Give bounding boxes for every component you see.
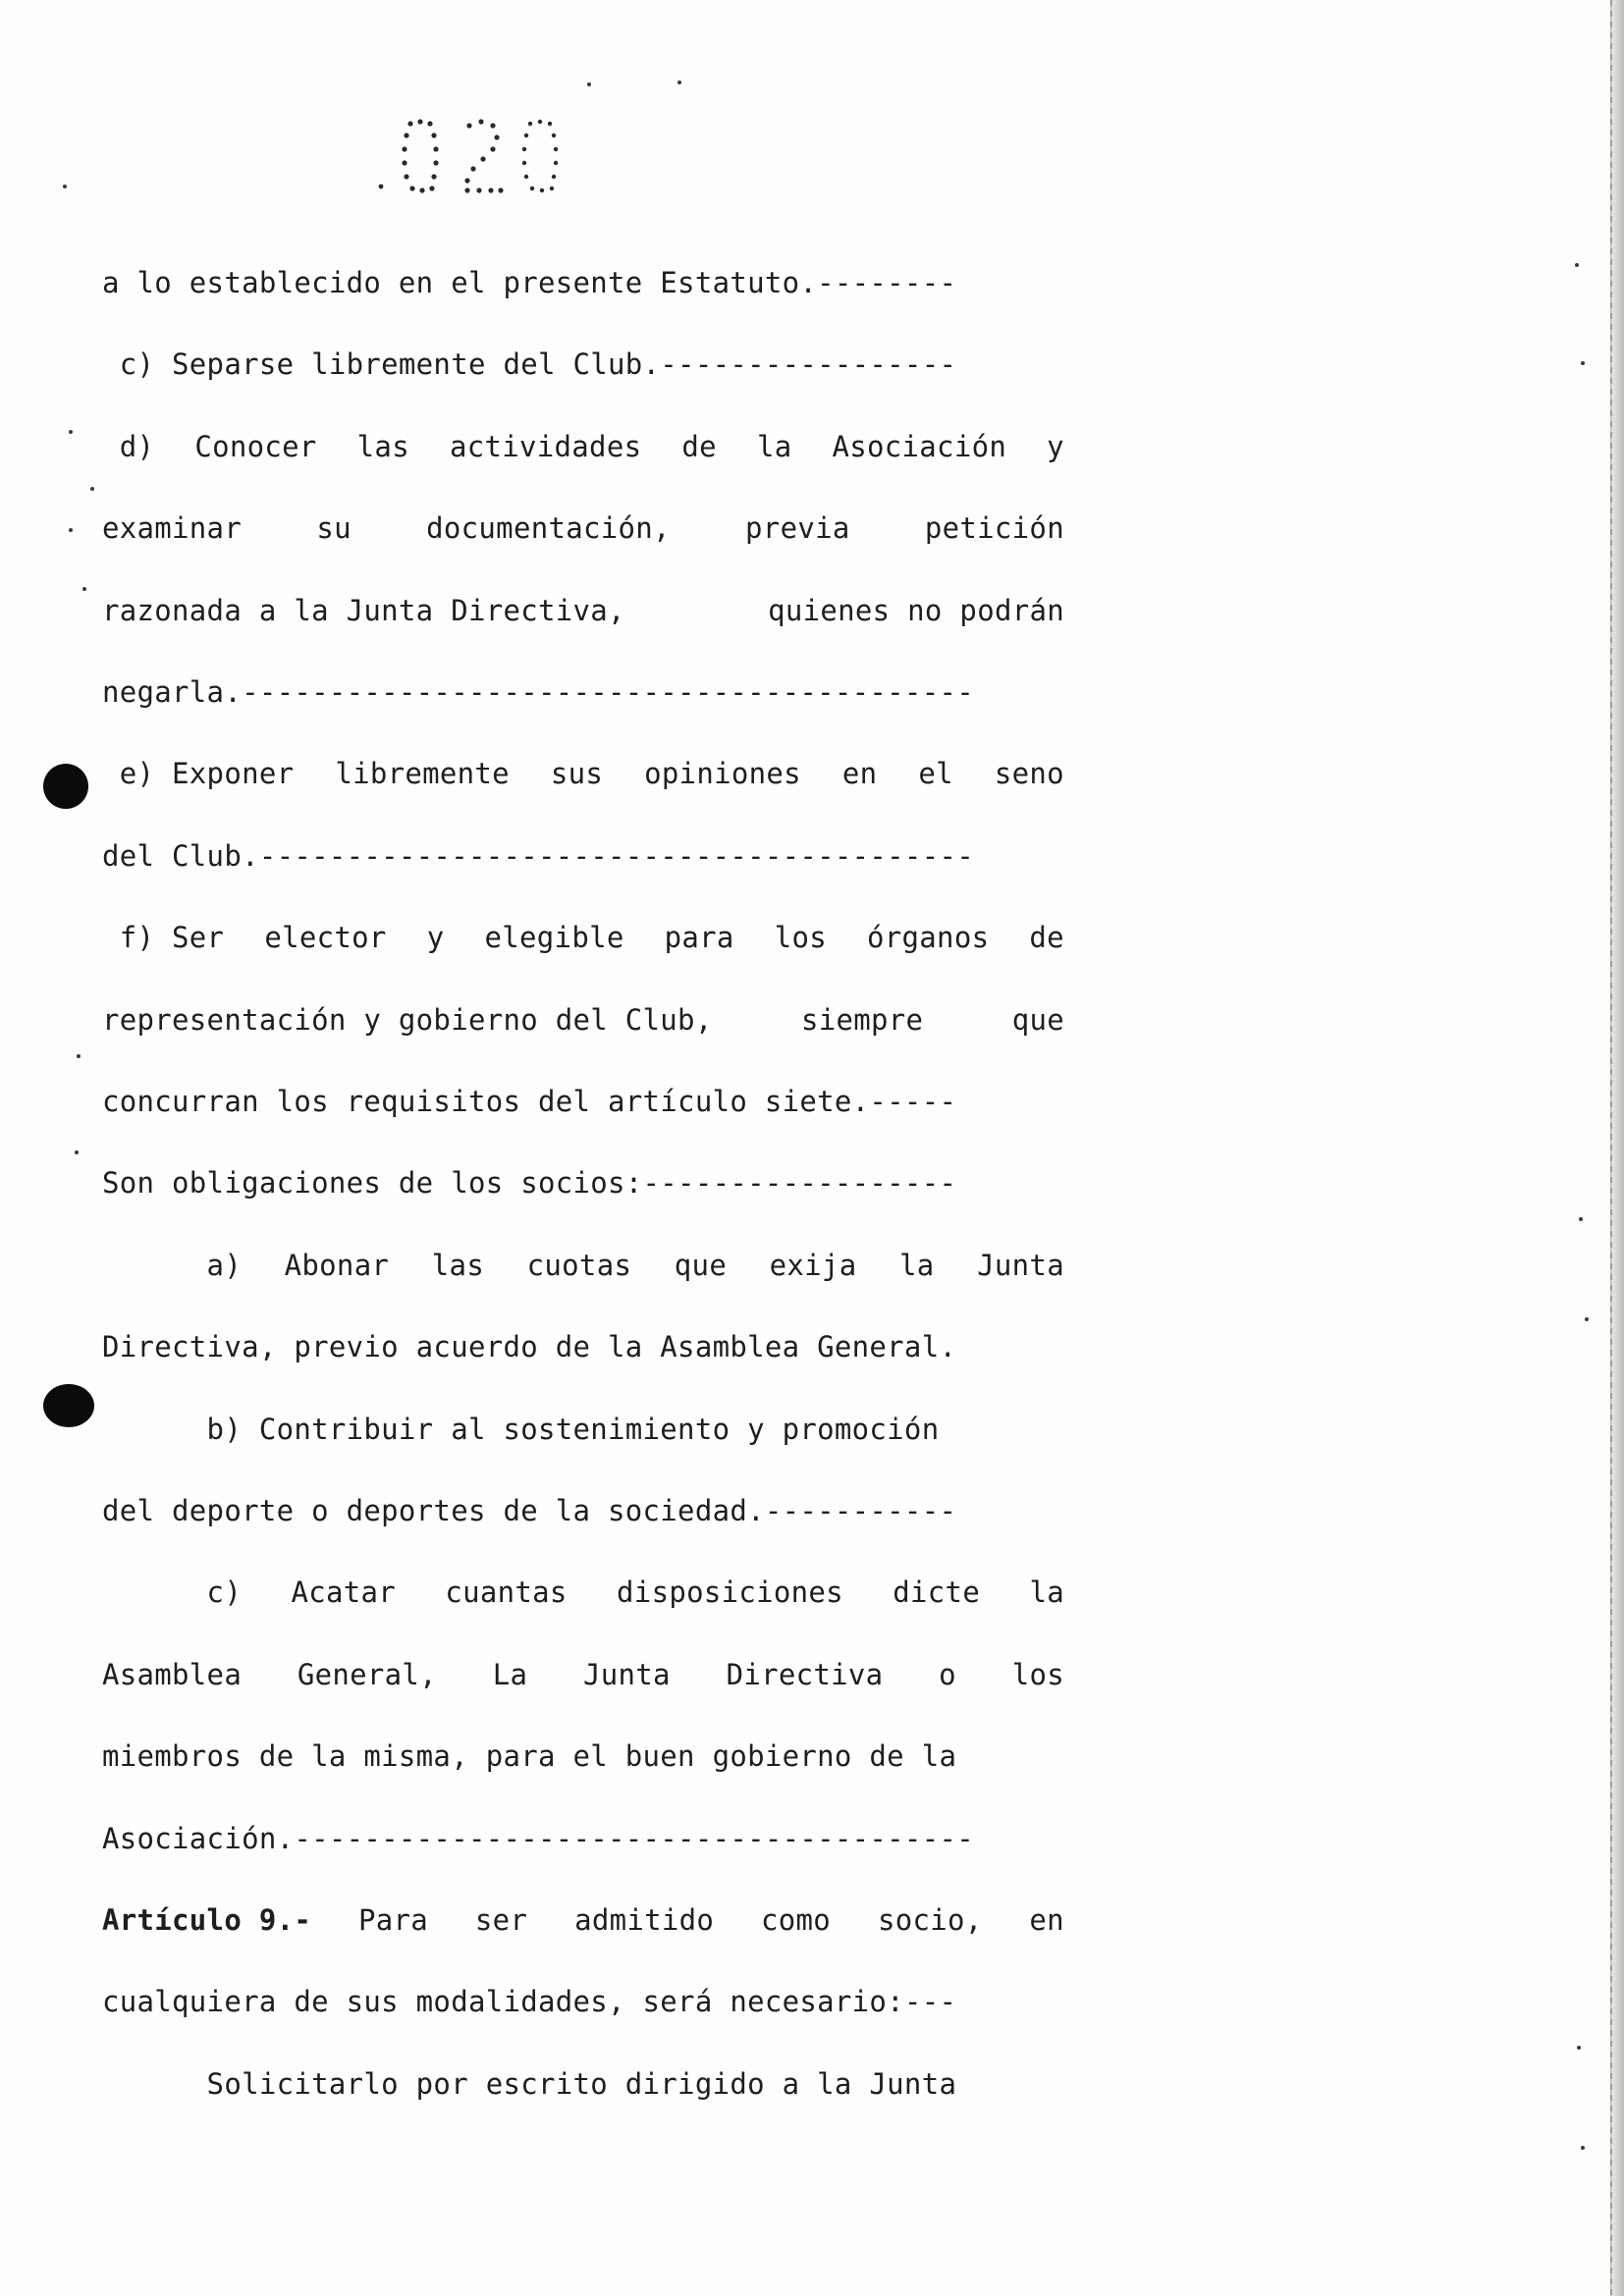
stamp-dot [490,123,495,128]
text-segment: órganos [867,921,990,954]
text-segment: Para [358,1903,429,1937]
stamp-dot [464,178,469,183]
text-segment: o [939,1658,956,1691]
text-segment: petición [924,511,1064,545]
text-line [102,1410,1064,1449]
scan-edge-line [1610,0,1612,2296]
text-line [102,836,1064,876]
stamp-dot [498,187,503,192]
text-segment: Conocer [194,430,317,463]
scan-speck [75,1150,79,1154]
stamp-dot [528,122,532,126]
text-segment: cualquiera de sus modalidades, será necesario:--- [102,1985,957,2018]
stamp-dot [530,187,534,190]
stamp-dot [429,186,434,190]
text-line [102,1491,1064,1530]
stamp-dot [404,174,408,179]
text-segment: exija [769,1249,857,1282]
text-segment: las [356,430,409,463]
text-segment: admitido [574,1903,715,1937]
scan-speck [1581,361,1585,365]
text-segment: Asamblea [102,1658,243,1691]
text-segment: General, [297,1658,437,1691]
text-segment: examinar [102,511,243,545]
stamp-dot [540,188,544,192]
stamp-dot [554,147,558,151]
text-line [102,1327,1064,1366]
text-segment: f) Ser [102,921,225,954]
stamp-dot [431,174,436,179]
text-segment: seno [994,757,1064,790]
text-segment: su [316,511,352,545]
text-segment: la [1029,1575,1064,1609]
text-segment: a lo establecido en el presente Estatuto.-------- [102,266,957,299]
text-segment: del Club.----------------------------------------- [102,839,974,873]
text-line [102,1573,1064,1612]
text-segment: c) [102,1575,243,1609]
stamp-dot [409,186,414,190]
text-segment: elector [264,921,387,954]
text-segment: siempre [800,1003,924,1037]
text-segment: concurran los requisitos del artículo siete.----- [102,1085,957,1118]
text-segment: los [1011,1658,1064,1691]
scan-edge-shadow [1610,0,1624,2296]
text-segment: disposiciones [617,1575,843,1609]
text-segment: b) Contribuir al sostenimiento y promoción [102,1413,940,1446]
text-segment: como [761,1903,832,1937]
stamp-dot [524,175,528,179]
text-segment: actividades [449,430,642,463]
text-segment: en [1029,1903,1064,1937]
scan-speck [69,528,73,532]
text-segment: para [664,921,734,954]
text-segment: dicte [893,1575,981,1609]
article-heading: Artículo 9.- [102,1903,312,1937]
scan-speck [677,80,681,84]
stamp-dot [433,146,438,151]
stamp-dot [464,187,469,192]
text-line [102,1246,1064,1285]
text-segment: Directiva, previo acuerdo de la Asamblea General. [102,1330,957,1363]
text-segment: las [431,1249,485,1282]
scan-speck [587,82,591,86]
stamp-dot [554,161,558,165]
stamp-dot [552,133,556,137]
stamp-dot [402,160,406,165]
text-line [102,1163,1064,1202]
stamp-dot [478,119,483,124]
text-segment: d) [102,430,155,463]
text-segment: la [756,430,792,463]
text-line [102,263,1064,302]
text-segment: cuantas [445,1575,568,1609]
text-segment: a) [102,1249,243,1282]
stamp-dot [490,146,495,151]
text-segment: y [1047,430,1064,463]
text-segment: el [918,757,953,790]
text-segment: Solicitarlo por escrito dirigido a la Junta [102,2067,957,2101]
stamp-dot [407,121,412,126]
stamp-dot [524,133,528,137]
stamp-dot [379,185,384,189]
stamp-dot [538,120,542,124]
text-segment: cuotas [526,1249,632,1282]
text-line [102,1819,1064,1858]
text-line [102,1000,1064,1040]
text-segment: que [1011,1003,1064,1037]
stamp-dot [419,187,424,192]
text-segment: elegible [484,921,624,954]
text-segment: c) Separse libremente del Club.----------------- [102,347,957,381]
stamp-dot [404,133,408,137]
text-segment: Abonar [284,1249,390,1282]
stamp-text [0,0,1,1]
text-segment: Acatar [291,1575,396,1609]
text-line [102,754,1064,793]
stamp-dot [433,160,438,165]
text-segment: del deporte o deportes de la sociedad.----------- [102,1494,957,1527]
stamp-dot [431,133,436,137]
text-segment: Asociación.--------------------------------------- [102,1822,974,1855]
scan-speck [82,587,86,591]
text-segment: en [841,757,878,790]
stamp-dot [522,161,526,165]
text-segment: la [899,1249,935,1282]
text-line [102,1900,1064,1940]
stamp-dot [550,187,554,190]
text-segment: Asociación [832,430,1007,463]
text-segment: socio, [877,1903,983,1937]
scan-speck [1585,1317,1589,1321]
text-segment: Junta [977,1249,1064,1282]
text-line [102,2064,1064,2104]
text-segment: quienes no podrán [768,594,1064,627]
punch-hole-bottom [43,1384,94,1427]
stamp-dot [402,146,406,151]
text-line [102,591,1064,630]
stamp-dot [548,122,552,126]
stamp-dot [417,119,422,124]
text-line [102,427,1064,466]
text-line [102,1655,1064,1694]
text-segment: sus [550,757,604,790]
text-segment: libremente [335,757,510,790]
text-segment: Directiva [726,1658,884,1691]
stamp-dot [552,175,556,179]
scan-speck [1581,2146,1585,2150]
text-segment: razonada a la Junta Directiva, [102,594,625,627]
text-segment: representación y gobierno del Club, [102,1003,713,1037]
scan-speck [1579,1217,1583,1221]
text-segment: y [426,921,445,954]
scan-speck [63,185,67,188]
stamp-dot [522,147,526,151]
punch-hole-top [43,764,88,809]
text-segment: de [681,430,717,463]
stamp-dot [494,134,499,139]
text-segment: Junta [582,1658,671,1691]
stamp-dot [470,166,475,171]
text-line [102,672,1064,712]
scan-speck [1575,263,1579,267]
stamp-dot [488,187,493,192]
text-segment: negarla.------------------------------------------ [102,675,974,709]
perforated-stamp [371,110,607,208]
text-segment: ser [474,1903,528,1937]
text-segment: e) Exponer [102,757,295,790]
stamp-dot [476,187,481,192]
text-segment: La [492,1658,528,1691]
text-line [102,918,1064,957]
scan-speck [69,430,73,434]
stamp-dot [466,123,471,128]
stamp-dot [480,156,485,161]
text-segment: que [674,1249,728,1282]
scan-speck [1577,2046,1581,2050]
text-segment: los [774,921,827,954]
text-segment: documentación, [426,511,671,545]
text-segment: opiniones [644,757,801,790]
scan-speck [90,487,94,491]
text-segment: miembros de la misma, para el buen gobierno de la [102,1739,957,1773]
stamp-dot [427,121,432,126]
text-segment: de [1029,921,1064,954]
text-segment: Son obligaciones de los socios:------------------ [102,1166,957,1200]
text-line [102,1982,1064,2021]
text-segment: previa [745,511,850,545]
text-line [102,345,1064,384]
text-line [102,508,1064,548]
text-line [102,1082,1064,1121]
text-line [102,1736,1064,1776]
scan-speck [77,1054,81,1058]
